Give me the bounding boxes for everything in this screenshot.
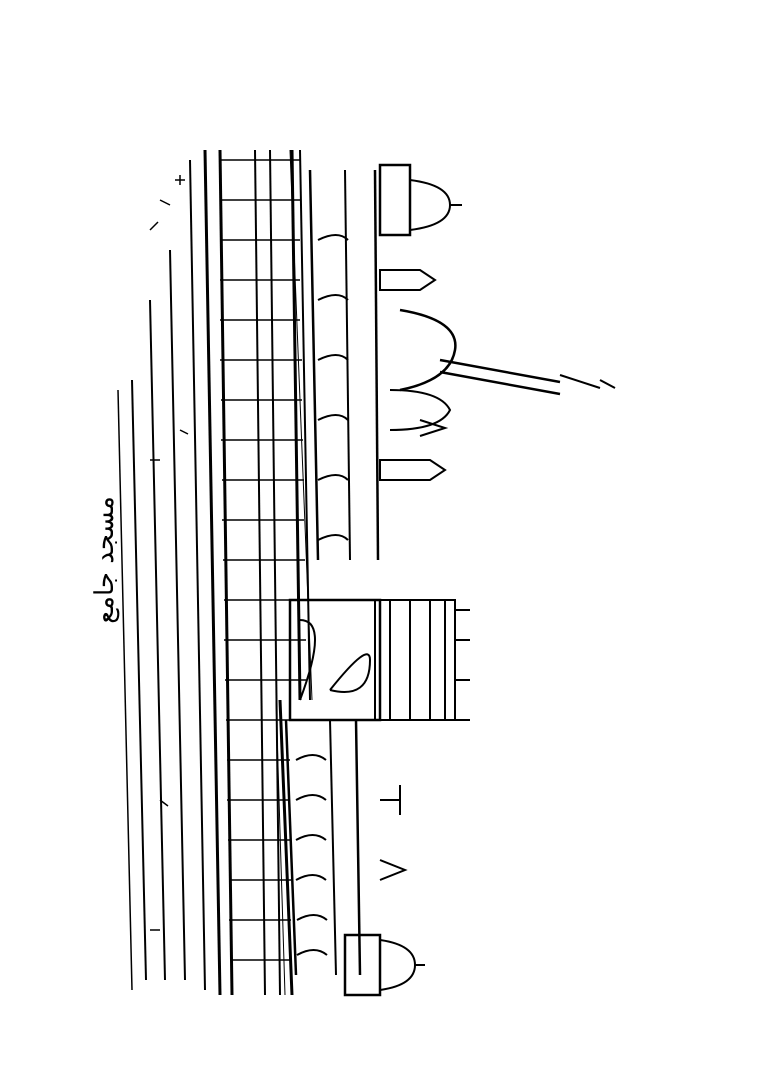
arcade (220, 150, 310, 995)
inner-cloister-right (286, 720, 360, 975)
corner-pavilion-bottom (345, 935, 425, 995)
engraving-lines (118, 150, 615, 995)
minarets (380, 270, 445, 880)
inner-cloister (310, 170, 378, 560)
columns (220, 160, 306, 960)
gateway (290, 600, 470, 720)
corner-pavilion-top (380, 165, 462, 235)
caption-calligraphy (50, 430, 160, 690)
central-dome (390, 310, 615, 430)
caption-text: مسجد جامع (90, 496, 121, 624)
